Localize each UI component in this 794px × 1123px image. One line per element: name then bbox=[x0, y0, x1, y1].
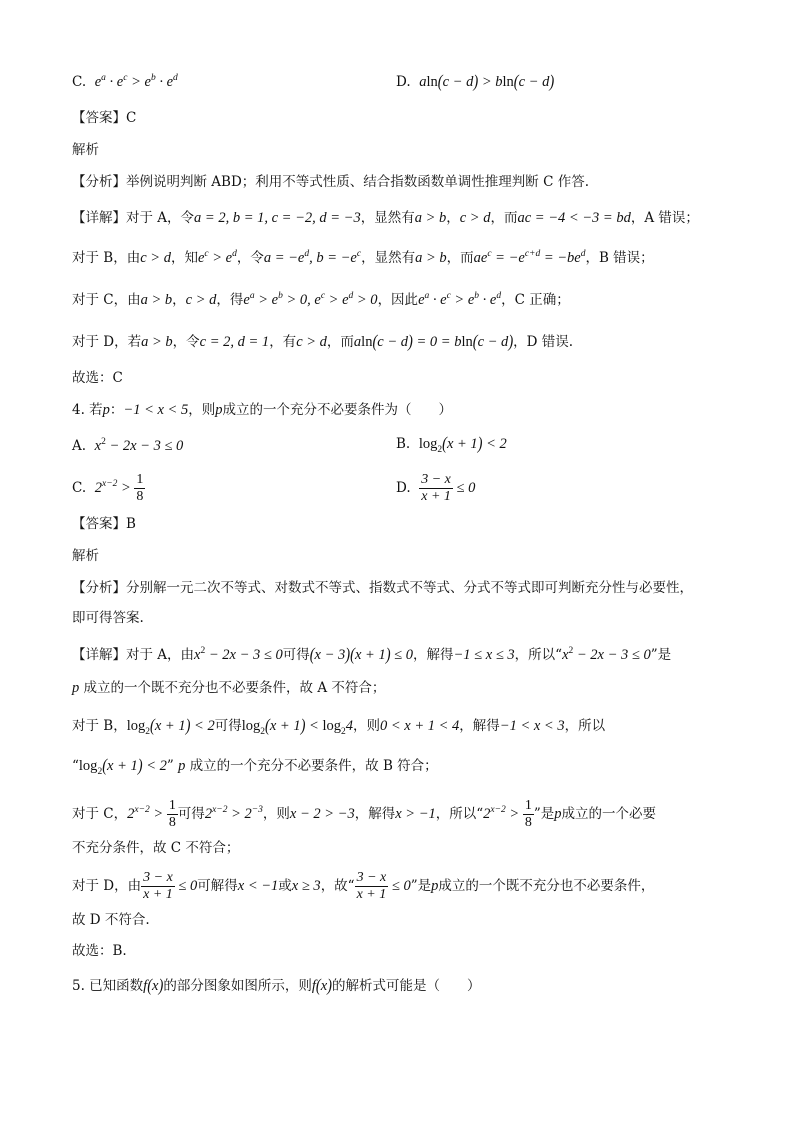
q4-analysis-title: 解析 bbox=[72, 548, 99, 564]
math: a > b bbox=[141, 334, 173, 350]
text: 可解得 bbox=[197, 878, 238, 894]
q4-option-d bbox=[396, 472, 475, 505]
q3-option-d bbox=[396, 72, 554, 92]
text: 成立的一个充分不必要条件为（ ） bbox=[222, 402, 452, 418]
q4-conclusion: 故选：B. bbox=[72, 943, 127, 959]
text: ，则 bbox=[188, 402, 216, 418]
text: 的解析式可能是（ ） bbox=[331, 978, 481, 994]
text: 对于 C，由 bbox=[72, 292, 141, 308]
math: p bbox=[102, 402, 110, 418]
text: 对于 C， bbox=[72, 806, 128, 822]
text: 对于 B，由 bbox=[72, 250, 141, 266]
math: p bbox=[554, 806, 562, 822]
math: $e^a \cdot e^c > e^b \cdot e^d$ bbox=[418, 291, 502, 308]
q4-answer: 【答案】B bbox=[72, 516, 136, 532]
q4-detail-d-line1 bbox=[72, 870, 734, 903]
fraction: $\frac{3 - x}{x + 1}$ bbox=[143, 870, 173, 902]
math: ≤ 0 bbox=[452, 480, 476, 496]
text: 对于 D，由 bbox=[72, 878, 142, 894]
math: 0 < x + 1 < 4 bbox=[380, 718, 460, 734]
q3-analysis-title: 解析 bbox=[72, 142, 99, 158]
q3-detail-b bbox=[72, 248, 734, 268]
text: ，则 bbox=[353, 718, 380, 734]
q4-fenxi-1: 【分析】分别解一元二次不等式、对数式不等式、指数式不等式、分式不等式即可判断充分性与必要性， bbox=[72, 580, 693, 596]
math: $2^{x-2}$ > bbox=[94, 479, 135, 496]
fraction: $\frac{1}{8}$ bbox=[136, 472, 144, 504]
text: ，C 正确； bbox=[501, 292, 570, 308]
option-label: C. bbox=[72, 480, 87, 496]
math: a = 2, b = 1, c = −2, d = −3 bbox=[194, 210, 361, 226]
text: ，B 错误； bbox=[585, 250, 654, 266]
q4-option-b bbox=[396, 434, 507, 454]
math: ≤ 0 bbox=[174, 878, 198, 894]
math: a > b bbox=[140, 292, 173, 308]
text: ，有 bbox=[269, 334, 297, 350]
math: $a = -e^d$, $b = -e^c$ bbox=[263, 249, 362, 266]
text: ，而 bbox=[446, 250, 474, 266]
q4-detail-a-line1 bbox=[72, 645, 734, 665]
text: ，所以“ bbox=[514, 647, 563, 663]
option-label: A. bbox=[72, 438, 87, 454]
text: ”是 bbox=[650, 647, 672, 663]
math: x ≥ 3 bbox=[291, 878, 321, 894]
text: 的部分图象如图所示，则 bbox=[163, 978, 312, 994]
math: $ae^c = -e^{c+d} = -be^d$ bbox=[473, 249, 586, 266]
text: ，D 错误. bbox=[513, 334, 574, 350]
text: ，所以 bbox=[564, 718, 606, 734]
text: ”是 bbox=[533, 806, 555, 822]
math: p bbox=[431, 878, 439, 894]
q3-detail-a bbox=[72, 208, 734, 228]
text: ，显然有 bbox=[361, 250, 416, 266]
text: 4. 若 bbox=[72, 402, 103, 418]
math: $\log_2(x + 1) < 2$ bbox=[418, 434, 507, 455]
text: 成立的一个既不充分也不必要条件，故 A 不符合； bbox=[83, 680, 386, 696]
math: −1 < x < 5 bbox=[123, 402, 189, 418]
q4-detail-c-line1 bbox=[72, 798, 734, 831]
q3-answer: 【答案】C bbox=[72, 110, 137, 126]
text: ，显然有 bbox=[360, 210, 415, 226]
math: $\log_2(x + 1) < 2$ bbox=[126, 716, 215, 737]
math: $e^c > e^d$ bbox=[197, 249, 237, 266]
text: ，而 bbox=[326, 334, 354, 350]
text: ，所以“ bbox=[435, 806, 484, 822]
text: ” bbox=[166, 758, 174, 774]
q4-detail-b-line1 bbox=[72, 716, 734, 736]
q4-detail-a-line2 bbox=[72, 678, 734, 698]
text: 可得 bbox=[177, 806, 205, 822]
math: $x^2 - 2x - 3 \le 0$ bbox=[562, 646, 651, 663]
text: 5. 已知函数 bbox=[72, 978, 144, 994]
math: f(x) bbox=[311, 976, 332, 996]
q4-detail-b-line2 bbox=[72, 756, 734, 776]
math: −1 < x < 3 bbox=[499, 718, 565, 734]
q4-fenxi-2: 即可得答案. bbox=[72, 610, 144, 626]
text: ，令 bbox=[172, 334, 200, 350]
q3-conclusion: 故选：C bbox=[72, 370, 123, 386]
math: (x − 3)(x + 1) ≤ 0 bbox=[309, 645, 414, 665]
math: a > b bbox=[414, 210, 447, 226]
text: 对于 D，若 bbox=[72, 334, 142, 350]
math: $2^{x-2} > 2^{-3}$ bbox=[204, 805, 263, 822]
fraction: $\frac{3 - x}{x + 1}$ bbox=[421, 472, 451, 504]
q3-detail-d bbox=[72, 332, 734, 352]
math: $\log_2(x + 1) < \log_24$ bbox=[241, 716, 353, 737]
math: $\log_2(x + 1) < 2$ bbox=[78, 756, 167, 777]
text: ，解得 bbox=[413, 647, 454, 663]
math: f(x) bbox=[143, 976, 164, 996]
math: c > d bbox=[459, 210, 491, 226]
text: 或 bbox=[278, 878, 292, 894]
text: ： bbox=[109, 402, 124, 418]
option-label: D. bbox=[396, 480, 411, 496]
q3-fenxi: 【分析】举例说明判断 ABD；利用不等式性质、结合指数函数单调性推理判断 C 作答. bbox=[72, 174, 589, 190]
text: ”是 bbox=[410, 878, 432, 894]
text: 可得 bbox=[214, 718, 242, 734]
text: 【详解】对于 A，由 bbox=[72, 647, 195, 663]
math: p bbox=[178, 758, 186, 774]
fraction: $\frac{3 - x}{x + 1}$ bbox=[356, 870, 387, 902]
q5-stem bbox=[72, 976, 734, 996]
math: $x^2 - 2x - 3 \le 0$ bbox=[94, 437, 184, 454]
math: c > d bbox=[140, 250, 171, 266]
fraction: $\frac{1}{8}$ bbox=[168, 798, 176, 830]
q4-stem bbox=[72, 400, 734, 420]
text: ， bbox=[172, 292, 186, 308]
text: ，故“ bbox=[320, 878, 355, 894]
math: x > −1 bbox=[395, 806, 436, 822]
text: ，得 bbox=[216, 292, 244, 308]
text: ，则 bbox=[262, 806, 290, 822]
math: x − 2 > −3 bbox=[289, 806, 355, 822]
q4-detail-d-line2: 故 D 不符合. bbox=[72, 912, 150, 928]
text: ，因此 bbox=[377, 292, 419, 308]
q4-detail-c-line2: 不充分条件，故 C 不符合； bbox=[72, 840, 240, 856]
math: $2^{x-2}$ > bbox=[127, 805, 167, 822]
math: a > b bbox=[415, 250, 447, 266]
math: ac = −4 < −3 = bd bbox=[517, 210, 631, 226]
math: $x^2 - 2x - 3 \le 0$ bbox=[194, 646, 283, 663]
text: “ bbox=[72, 758, 79, 774]
text: 成立的一个充分不必要条件，故 B 符合； bbox=[189, 758, 438, 774]
math: $2^{x-2}$ > bbox=[483, 805, 523, 822]
text: ，知 bbox=[170, 250, 198, 266]
text: ，解得 bbox=[459, 718, 500, 734]
text: 对于 B， bbox=[72, 718, 127, 734]
text: ，解得 bbox=[354, 806, 396, 822]
math: ≤ 0 bbox=[388, 878, 411, 894]
text: ，而 bbox=[490, 210, 518, 226]
math: x < −1 bbox=[237, 878, 279, 894]
text: 可得 bbox=[282, 647, 310, 663]
math: aln(c − d) = 0 = bln(c − d) bbox=[353, 332, 514, 352]
text: 成立的一个既不充分也不必要条件， bbox=[438, 878, 655, 894]
text: ，A 错误； bbox=[630, 210, 699, 226]
text: 【详解】对于 A，令 bbox=[72, 210, 195, 226]
math: c > d bbox=[185, 292, 217, 308]
math: aln(c − d) > bln(c − d) bbox=[419, 72, 555, 92]
option-label: C. bbox=[72, 74, 87, 90]
q3-detail-c bbox=[72, 290, 734, 310]
math: p bbox=[215, 402, 223, 418]
option-label: B. bbox=[396, 436, 411, 452]
fraction: $\frac{1}{8}$ bbox=[524, 798, 532, 830]
text: ，令 bbox=[236, 250, 264, 266]
text: 成立的一个必要 bbox=[561, 806, 656, 822]
math: c = 2, d = 1 bbox=[199, 334, 270, 350]
math: c > d bbox=[296, 334, 327, 350]
text: ， bbox=[446, 210, 460, 226]
math: $e^a \cdot e^c > e^b \cdot e^d$ bbox=[94, 73, 178, 90]
math: p bbox=[72, 680, 80, 696]
math: $e^a > e^b > 0$, $e^c > e^d > 0$ bbox=[243, 291, 378, 308]
option-label: D. bbox=[396, 74, 411, 90]
math: −1 ≤ x ≤ 3 bbox=[453, 647, 515, 663]
